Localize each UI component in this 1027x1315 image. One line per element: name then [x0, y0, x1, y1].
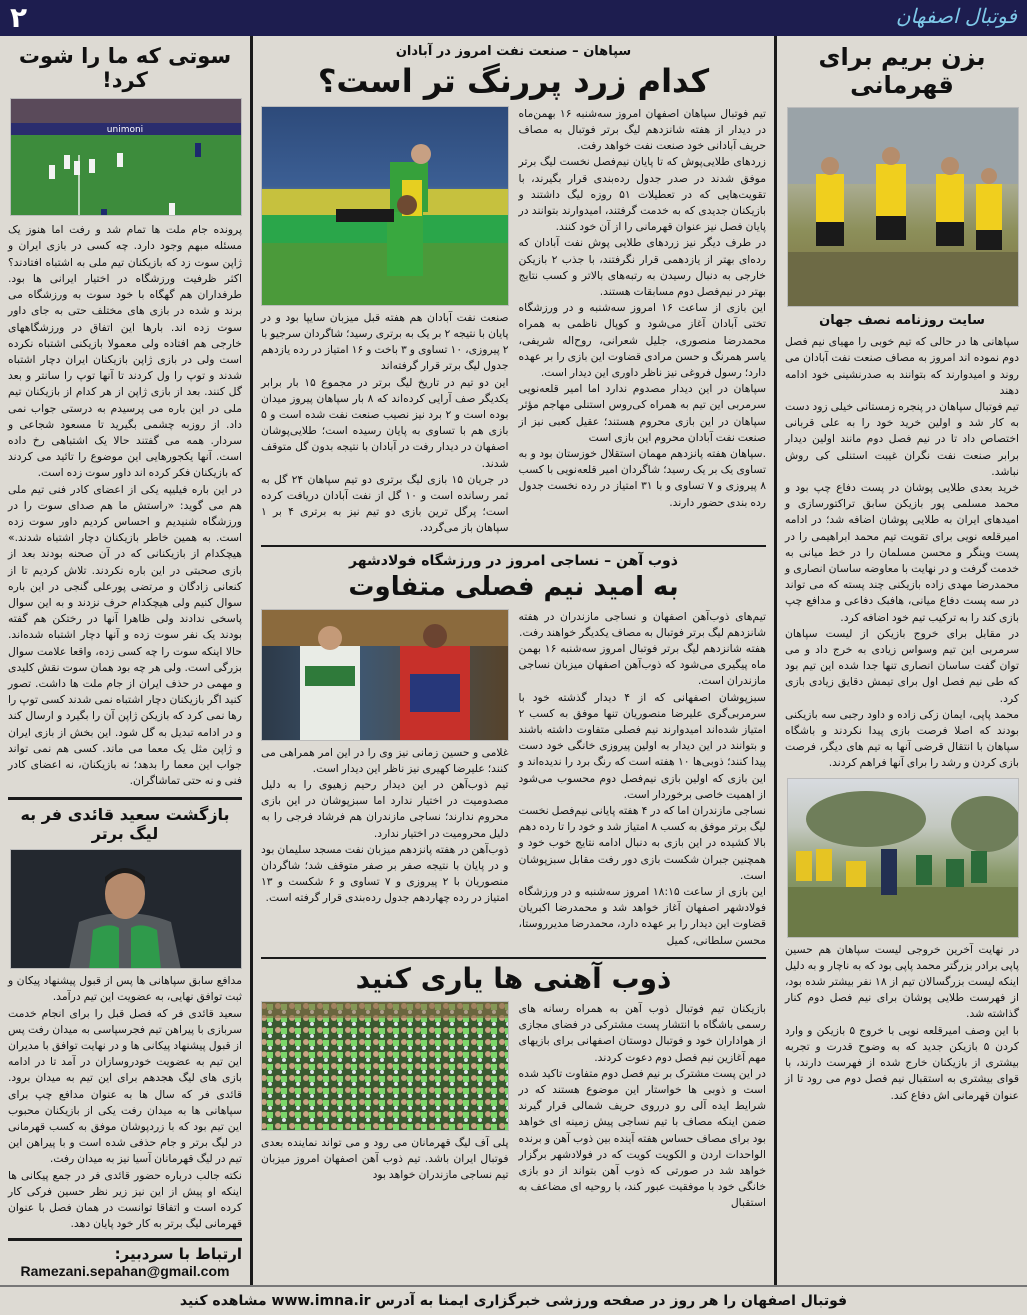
- paragraph: در طرف دیگر نیز زردهای طلایی پوش نفت آبادان که رده‌ای بهتر از یازدهمی قرار نگرفتند، با جذب ۲ بازیکن خارجی به دنبال رسیدن به رتبه‌های بالاتر و کسب نتایج بهتر در نیم‌فصل دوم مسابقات هستند.: [518, 236, 766, 299]
- article-headline: به امید نیم فصلی متفاوت: [348, 571, 679, 602]
- paragraph: این دو تیم در تاریخ لیگ برتر در مجموع ۱۵ بار برابر یکدیگر صف آرایی کرده‌اند که ۸ بار سپاهان پیروز میدان بوده است و ۲ برد نیز نصیب صنعت نفت شده است و ۵ بازی هم با تساوی به پایان رسیده است؛ طلایی‌پوشان اصفهان در دیدار رفت در آبادان با نتیجه بدون گل متوقف شدند.: [261, 375, 509, 470]
- paragraph: خرید بعدی طلایی پوشان در پست دفاع چپ بود و محمد مسلمی پور بازیکن سابق تراکتورسازی و امیدهای ایران به طلایی پوشان اضافه شد؛ در ادامه امیرقلعه نویی برای تقویت تیم محمد ابراهیمی را در پست وینگر و محسن مسلمان را در خط میانی به خدمت گرفت و در نهایت با معاوضه ساسان انصاری و محمدرضا مهدی زاده بازیکنی چند پسته که می تواند در سه پست دفاع میانی، هافبک دفاعی و مدافع چپ بازی کند را به ترکیب تیم خود اضافه کرد.: [785, 481, 1019, 624]
- match-photo-zobahan: [261, 609, 509, 741]
- iran-japan-match-photo: [10, 98, 242, 216]
- left-column: [0, 36, 250, 1285]
- paragraph: زردهای طلایی‌پوش که تا پایان نیم‌فصل نخست لیگ برتر موفق شدند در صدر جدول رده‌بندی قرار بگیرند، با تقویت‌هایی که در تعطیلات ۵۱ روزه لیگ داشتند و بازیکنان جدیدی که به خدمت گرفتند، امیدوارند بتوانند در پایان فصل نیز عنوان قهرمانی را از آن خود کنند.: [518, 155, 766, 234]
- paragraph: این بازی از ساعت ۱۸:۱۵ امروز سه‌شنبه و در ورزشگاه فولادشهر اصفهان آغاز خواهد شد و محمدرضا اکبریان قضاوت این دیدار را بر عهده دارد، محمدرضا مدیرروستا، محسن سلطانی، کمیل: [518, 884, 766, 947]
- article-caption-continued: پلی آف لیگ قهرمانان می رود و می تواند نماینده بعدی فوتبال ایران باشد. تیم ذوب آهن اصفهان امروز میزبان تیم نساجی مازندران خواهد بود: [261, 1135, 509, 1182]
- article-body-left-wrap: [261, 106, 509, 537]
- middle-column: [250, 36, 777, 1285]
- paragraph: بازیکنان تیم فوتبال ذوب آهن به همراه رسانه های رسمی باشگاه با انتشار پست مشترکی در فضای مجازی از هواداران خود و فوتبال دوستان اصفهانی برای بازیهای مهم آغازین نیم فصل دوم دعوت کردند.: [518, 1001, 766, 1064]
- article-body-right-wrap: [519, 609, 767, 949]
- match-photo-sepahan: [261, 106, 509, 306]
- paragraph: در نهایت آخرین خروجی لیست سپاهان هم حسین پاپی برادر بزرگتر محمد پاپی بود که به ناچار و به دلیل اینکه لیست بزرگسالان تیم از ۱۸ نفر بیشتر شده بود، از فهرست طلایی پوشان برای نیم فصل دوم کنار گذاشته شد.: [785, 942, 1019, 1021]
- article-body-right: [519, 609, 767, 949]
- match-broadcast-image: [10, 99, 241, 216]
- paragraph: تیم فوتبال سپاهان اصفهان امروز سه‌شنبه ۱۶ بهمن‌ماه در دیدار از هفته شانزدهم لیگ برتر فوتبال به مصاف حریف آبادانی خود صنعت نفت خواهد رفت.: [518, 106, 766, 153]
- article-body: [519, 1001, 767, 1212]
- paragraph: تیم ذوب‌آهن در این دیدار رحیم زهیوی را به دلیل مصدومیت در اختیار ندارد اما سبزپوشان در این بازی محروم ندارند؛ نساجی مازندران هم فرشاد فرجی را به دلیل محرومیت در اختیار ندارد.: [261, 777, 509, 840]
- paragraph: سعید قائدی فر که فصل قبل را برای انجام خدمت سربازی با پیراهن تیم فجرسپاسی به میدان رفت پس از قبول پیشنهاد پیکانی ها و در نهایت توافق با مدیران این تیم به عضویت خودروسازان در آمد تا در ادامه بازی های لیگ هجدهم برای این تیم به میدان برود. قائدی فر که سال ها به عنوان مدافع چپ برای سپاهانی ها به میدان رفت یکی از بازیکنان محبوب این تیم بود که با زردپوشان موفق به کسب قهرمانی در لیگ برتر و جام حذفی شده است و با پیراهن این تیم در لیگ قهرمانان آسیا نیز به میدان رفت.: [8, 1006, 242, 1166]
- paragraph: در جریان ۱۵ بازی لیگ برتری دو تیم سپاهان ۲۴ گل به ثمر رسانده است و ۱۰ گل از نفت آبادان دریافت کرده است؛ پرگل ترین بازی دو تیم نیز به برتری ۴ بر ۱ سپاهان باز می‌گردد.: [261, 472, 509, 535]
- section-divider: [8, 1238, 242, 1241]
- player-portrait-image: [10, 850, 241, 969]
- article-headline: ذوب آهنی ها یاری کنید: [355, 961, 672, 995]
- paragraph: .سپاهان هفته پانزدهم مهمان استقلال خوزستان بود و به تساوی یک بر یک رسید؛ شاگردان امیر قلعه‌نویی با کسب ۸ پیروزی و ۷ تساوی و با ۳۱ امتیاز در رده نخست جدول رده بندی حضور دارند.: [518, 447, 766, 509]
- article-body-left: [261, 310, 509, 537]
- section-divider: [8, 797, 242, 800]
- paragraph: سپاهانی ها در حالی که تیم خوبی را مهیای نیم فصل دوم نموده اند امروز به مصاف صنعت نفت آبادان می روند و امیدوارند که بتوانند به صدرنشینی خود ادامه دهند: [785, 335, 1019, 397]
- ad-board-text: unimoni: [106, 125, 144, 136]
- fans-photo: [261, 1001, 509, 1131]
- article-body-left: [261, 745, 509, 907]
- players-training-image: [787, 108, 1018, 307]
- paragraph: غلامی و حسین زمانی نیز وی را در این امر همراهی می کنند؛ علیرضا کهیری نیز ناظر این دیدار است.: [261, 745, 509, 775]
- article-body: [785, 334, 1019, 771]
- article-headline: بزن بریم برای قهرمانی: [818, 43, 986, 99]
- fans-photo-wrap: [261, 1001, 509, 1184]
- paragraph: تیم فوتبال سپاهان در پنجره زمستانی خیلی زود دست به کار شد و اولین خرید خود را به علی قربانی اختصاص داد تا در نیم فصل دوم مانند اولین دیدار برابر صنعت نفت نگران غیبت استنلی کی روش نباشد.: [785, 400, 1019, 478]
- article-body: [8, 222, 242, 789]
- middle-article-columns: [261, 609, 766, 949]
- paragraph: سبزپوشان اصفهانی که از ۴ دیدار گذشته خود با سرمربی‌گری علیرضا منصوریان تنها موفق به کسب ۲ امتیاز شده‌اند امیدوارند نیم فصلی متفاوت داشته باشند و بتوانند در این دیدار به اولین پیروزی خانگی خود دست پیدا کنند؛ ذوبی‌ها ۱۰ هفته است که رنگ برد را ندیده‌اند و این بازی که اولین بازی نیم‌فصل دوم محسوب می‌شود از اهمیت خاصی برخوردار است.: [518, 690, 766, 801]
- sepahan-vs-naft-image: [261, 107, 508, 306]
- article-source: سایت روزنامه نصف جهان: [819, 313, 985, 329]
- training-photo-1: [787, 107, 1019, 307]
- paragraph: پرونده جام ملت ها تمام شد و رفت اما هنوز یک مسئله مبهم وجود دارد. چه کسی در بازی ایران و ژاپن سوت زد که بازیکنان تیم ملی به اشتباه افتادند؟ اکثر ظرفیت ورزشگاه در اختیار ایرانی ها بود. طرفداران هم گهگاه با خود سوت به ورزشگاه می برند و شده در بازی های مختلف حتی به جای داور سوت زده اند. بارها این اتفاق در ورزشگاههای خارجی هم افتاده ولی معمولا بازیکنی اشتباه نکرده است ولی در بازی ژاپن بازیکنان ایران دچار اشتباه شدند و توپ را ول کردند تا آنها توپ را سانتر و بعد گل کنند. بعد از بازی ژاپن از هر کدام از بازیکنان تیم ملی در این باره می پرسیدم به درستی جواب نمی داد. از روزبه چشمی بگیرید تا مسعود شجاعی و سردار. همه می گفتند حالا یک اشتباهی رخ داده است. آنها یکجورهایی این موضوع را تائید می کردند که بازیکنان فکر کرده اند داور سوت زده است.: [8, 223, 242, 480]
- contact-label: ارتباط با سردبیر:: [114, 1245, 242, 1264]
- article-kicker: ذوب آهن – نساجی امروز در ورزشگاه فولادشهر: [349, 552, 678, 569]
- masthead-logo: فوتبال اصفهان: [895, 4, 1017, 28]
- paragraph: نساجی مازندران اما که در ۴ هفته پایانی نیم‌فصل نخست لیگ برتر موفق به کسب ۸ امتیاز شد و خود را تا رده دهم بالا کشیده در این بازی به دنبال ادامه نتایج خوب خود و همچنین جبران شکست بازی دور رفت مقابل سبزپوشان است.: [518, 803, 766, 882]
- paragraph: در این باره فیلیپه یکی از اعضای کادر فنی تیم ملی هم می گوید: «راستش ما هم صدای سوت را در ورزشگاه شنیدیم و احساس کردیم داور سوت زده است. به همین خاطر بازیکنان دچار اشتباه شدند.» هیچکدام از بازیکنانی که در آن صحنه بودند بعد از بازی صحبتی در این باره نکردند. تلاش کردیم تا از کنعانی زادگان و مرتضی پورعلی گنجی در این باره سوال کنیم ولی هیچکدام حرف نزدند و به این سوال پاسخی ندادند ولی ظاهرا آنها در رختکن هم گفته بودند یک نفر سوت زده و آنها دچار اشتباه شده‌اند. حالا اینکه سوت را چه کسی زده، واقعا علامت سوال بزرگی است. ولی هر چه بود همان سوت نقش کلیدی و مهمی در حذف ایران از جام ملت ها داشت. تصور کنید اگر بازیکنان دچار اشتباه نمی شدند کسی توپ را رها نمی کرد که بازیکن ژاپن آن را بگیرد و ارسال کند و در ادامه تبدیل به گل شود. این بخش از بازی ایران و ژاپن مثل یک معما می ماند. کسی هم نمی تواند جواب این معما را بدهد؛ نه بازیکنان، نه اعضای کادر فنی و نه حتی تماشاگران.: [8, 482, 242, 788]
- zobahan-vs-nassaji-image: [261, 610, 508, 741]
- top-article-columns: [261, 106, 766, 537]
- bottom-article-columns: [261, 1001, 766, 1212]
- article-headline: سوتی که ما را شوت کرد!: [18, 44, 232, 93]
- right-column-article: [777, 36, 1027, 1285]
- paragraph: هفته شانزدهم لیگ برتر فوتبال امروز سه‌شنبه ۱۶ بهمن ماه پیگیری می‌شود که ذوب‌آهن اصفهان میزبان نساجی مازندران است.: [518, 641, 767, 688]
- page-columns: [0, 36, 1027, 1285]
- page-number: ۲: [10, 1, 28, 34]
- paragraph: محمد پاپی، ایمان زکی زاده و داود رجبی سه بازیکنی بودند که اصلا فرصت بازی پیدا نکردند و باشگاه سپاهان با انتقال قرضی آنها به تیم های دیگر، فرصت بازی کردن و رشد را برای آنها فراهم کردند.: [785, 707, 1019, 770]
- paragraph: در مقابل برای خروج بازیکن از لیست سپاهان سرمربی این تیم وسواس زیادی به خرج داد و می توان گفت ساسان انصاری تنها جدا شده این تیم بود که طی نیم فصل اول برای تیمش دقایق زیادی بازی کرد.: [785, 626, 1019, 705]
- article-body-right: [519, 106, 767, 511]
- article-body: [8, 973, 242, 1232]
- article-body-continued: [785, 942, 1019, 1104]
- article-body-wrap: [519, 1001, 767, 1212]
- section-divider: [261, 957, 766, 959]
- article-body-left-wrap: [261, 609, 509, 907]
- article-kicker: سپاهان – صنعت نفت امروز در آبادان: [395, 44, 632, 59]
- page-footer: فوتبال اصفهان را هر روز در صفحه ورزشی خبرگزاری ایمنا به آدرس www.imna.ir مشاهده کنید: [0, 1285, 1027, 1315]
- paragraph: در این پست مشترک بر نیم فصل دوم متفاوت تاکید شده است و ذوبی ها خواستار این موضوع هستند که در شرایط ایده آلی رو درروی حریف شمالی قرار گیرند ضمن اینکه مصاف با تیم نساجی پیش زمینه ای خواهد بود برای مصاف حساس هفته آینده بین ذوب آهن و برنده الواحدات اردن و الکویت کویت که در فولادشهر برگزار خواهد شد در صورتی که ذوب آهن بتواند از دو بازی خانگی خود با موفقیت عبور کند، با روحیه ای مضاعف به استقبال: [518, 1066, 766, 1210]
- article-body-right-wrap: [519, 106, 767, 511]
- article-headline: کدام زرد پررنگ تر است؟: [317, 62, 710, 100]
- contact-email[interactable]: Ramezani.sepahan@gmail.com: [20, 1263, 230, 1280]
- paragraph: با این وصف امیرقلعه نویی با خروج ۵ بازیکن و وارد کردن ۵ بازیکن جدید که به وضوح قدرت و تجربه بیشتری از بازیکنان خارج شده از فهرست دارند، با قوای بیشتری به استقبال نیم فصل دوم می رود تا از عنوان قهرمانی اش دفاع کند.: [785, 1023, 1019, 1102]
- article-headline: بازگشت سعید قائدی فر به لیگ برتر: [20, 805, 230, 843]
- paragraph: این بازی از ساعت ۱۶ امروز سه‌شنبه و در ورزشگاه تختی آبادان آغاز می‌شود و کوپال ناظمی به همراه محمدرضا منصوری، جلیل شعرانی، روح‌اله شریفی، یاسر همرنگ و حسن مرادی قضاوت این بازی را بر عهده دارد؛ رسول فروغی نیز ناظر داوری این دیدار است.: [518, 301, 766, 380]
- page-header-bar: [0, 0, 1027, 36]
- paragraph: صنعت نفت آبادان هم هفته قبل میزبان سایپا بود و در پایان با نتیجه ۲ بر یک به برتری رسید؛ شاگردان سرجیو با ۲ پیروزی، ۱۰ تساوی و ۳ باخت و ۱۶ امتیاز در رده یازدهم جدول لیگ برتر قرار گرفته‌اند: [261, 310, 509, 373]
- training-photo-2: [787, 778, 1019, 938]
- paragraph: تیم‌های ذوب‌آهن اصفهان و نساجی مازندران در هفته شانزدهم لیگ برتر فوتبال به مصاف یکدیگر خواهند رفت.: [518, 609, 766, 639]
- paragraph: نکته جالب درباره حضور قائدی فر در جمع پیکانی ها اینکه او پیش از این نیز زیر نظر حسین فرکی کار کرده است و اتفاقا توانست در همان فصل با عنوان قهرمانی لیگ برتر به کار خود پایان دهد.: [8, 1168, 242, 1231]
- paragraph: ذوب‌آهن در هفته پانزدهم میزبان نفت مسجد سلیمان بود و در پایان با نتیجه صفر بر صفر متوقف شد؛ شاگردان منصوریان با ۲ پیروزی و ۷ تساوی و ۶ شکست و ۱۳ امتیاز در رده چهاردهم جدول رده‌بندی قرار گرفته است.: [261, 842, 509, 905]
- section-divider: [261, 545, 766, 547]
- paragraph: مدافع سابق سپاهانی ها پس از قبول پیشنهاد پیکان و ثبت توافق نهایی، به عضویت این تیم درآمد.: [8, 974, 242, 1004]
- fans-stadium-image: [261, 1002, 508, 1131]
- paragraph: سپاهان در این دیدار مصدوم ندارد اما امیر قلعه‌نویی سرمربی این تیم به همراه کی‌روس استنلی مهاجم مؤثر سپاهان در این بازی محروم هستند؛ عقیل کعبی نیز از صنعت نفت آبادان محروم این بازی است: [518, 382, 766, 444]
- saeed-ghaedifar-photo: [10, 849, 242, 969]
- team-training-image: [787, 779, 1018, 938]
